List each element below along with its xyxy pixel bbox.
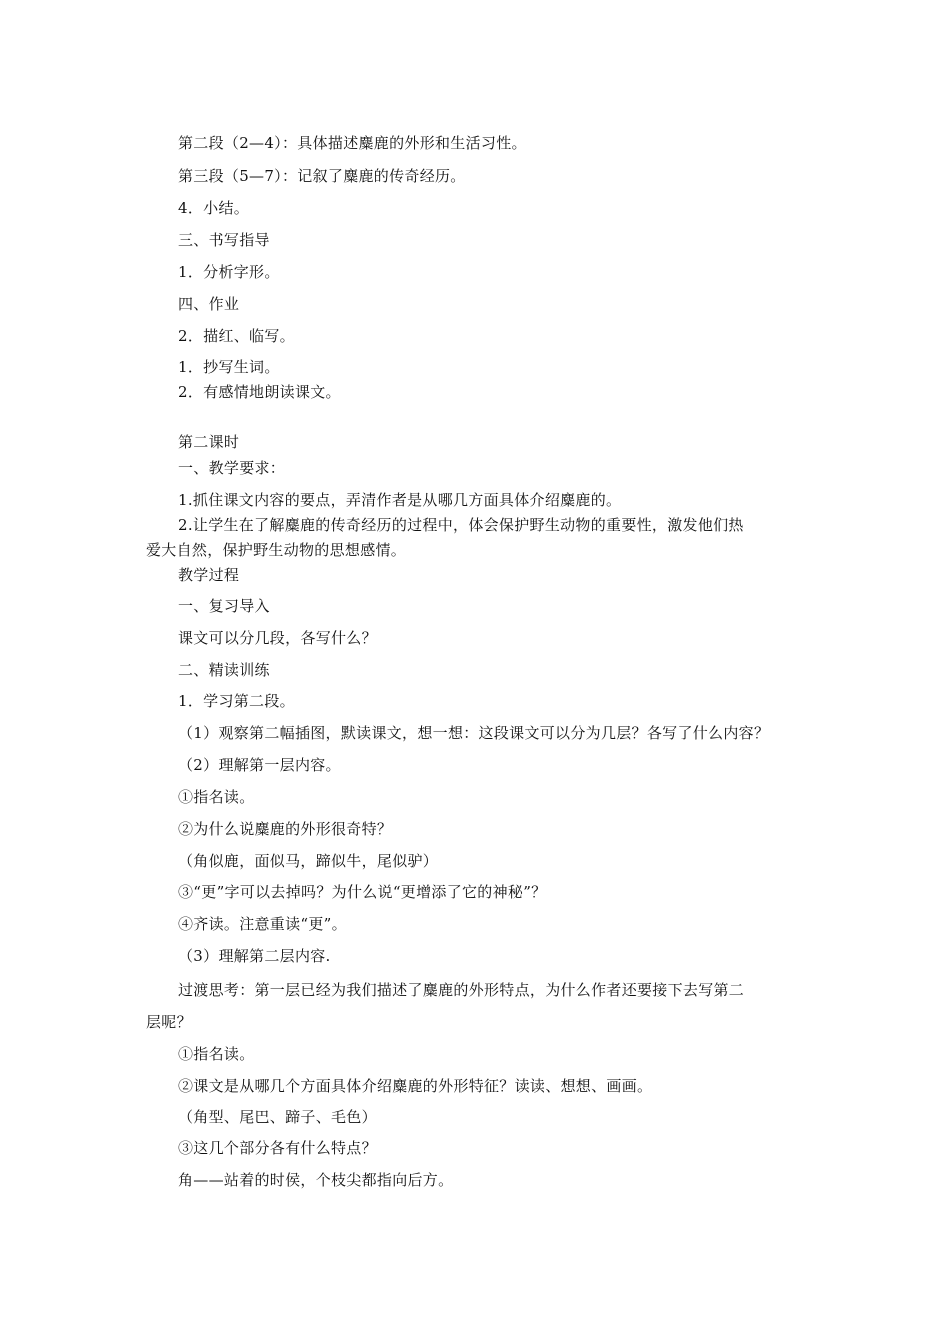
text-line: （2）理解第一层内容。 <box>178 756 341 774</box>
text-line: 1．分析字形。 <box>178 263 280 281</box>
text-line: （角型、尾巴、蹄子、毛色） <box>178 1108 377 1126</box>
section-heading: 一、复习导入 <box>178 597 270 615</box>
text-line: 2．有感情地朗读课文。 <box>178 383 341 401</box>
text-line: 2．描红、临写。 <box>178 327 295 345</box>
text-line: 角——站着的时侯，个枝尖都指向后方。 <box>178 1171 454 1189</box>
section-heading: 四、作业 <box>178 295 240 313</box>
text-line: （角似鹿，面似马，蹄似牛，尾似驴） <box>178 852 439 870</box>
text-line: 1．抄写生词。 <box>178 358 280 376</box>
lesson-title: 第二课时 <box>178 433 240 451</box>
text-line: 过渡思考：第一层已经为我们描述了麋鹿的外形特点，为什么作者还要接下去写第二 <box>178 981 745 999</box>
text-line: （1）观察第二幅插图，默读课文，想一想：这段课文可以分为几层？各写了什么内容？ <box>178 724 770 742</box>
section-heading: 教学过程 <box>178 566 240 584</box>
text-line: ①指名读。 <box>178 788 255 806</box>
text-line: ②为什么说麋鹿的外形很奇特？ <box>178 820 393 838</box>
text-line: 第二段（2—4）：具体描述麋鹿的外形和生活习性。 <box>178 134 527 152</box>
section-heading: 二、精读训练 <box>178 661 270 679</box>
text-line: 4．小结。 <box>178 199 250 217</box>
text-line: 课文可以分几段，各写什么？ <box>178 629 377 647</box>
text-line: 层呢？ <box>146 1013 192 1031</box>
text-line: （3）理解第二层内容. <box>178 947 331 965</box>
text-line: 1．学习第二段。 <box>178 692 295 710</box>
text-line: ④齐读。注意重读“更”。 <box>178 915 347 933</box>
text-line: ③“更”字可以去掉吗？为什么说“更增添了它的神秘”？ <box>178 883 547 901</box>
text-line: ③这几个部分各有什么特点？ <box>178 1139 377 1157</box>
text-line: 1.抓住课文内容的要点，弄清作者是从哪几方面具体介绍麋鹿的。 <box>178 491 622 509</box>
text-line: 2.让学生在了解麋鹿的传奇经历的过程中，体会保护野生动物的重要性，激发他们热 <box>178 516 744 534</box>
section-heading: 一、教学要求： <box>178 459 286 477</box>
text-line: ①指名读。 <box>178 1045 255 1063</box>
text-line: 爱大自然，保护野生动物的思想感情。 <box>146 541 407 559</box>
text-line: ②课文是从哪几个方面具体介绍麋鹿的外形特征？读读、想想、画画。 <box>178 1077 653 1095</box>
section-heading: 三、书写指导 <box>178 231 270 249</box>
text-line: 第三段（5—7）：记叙了麋鹿的传奇经历。 <box>178 167 466 185</box>
